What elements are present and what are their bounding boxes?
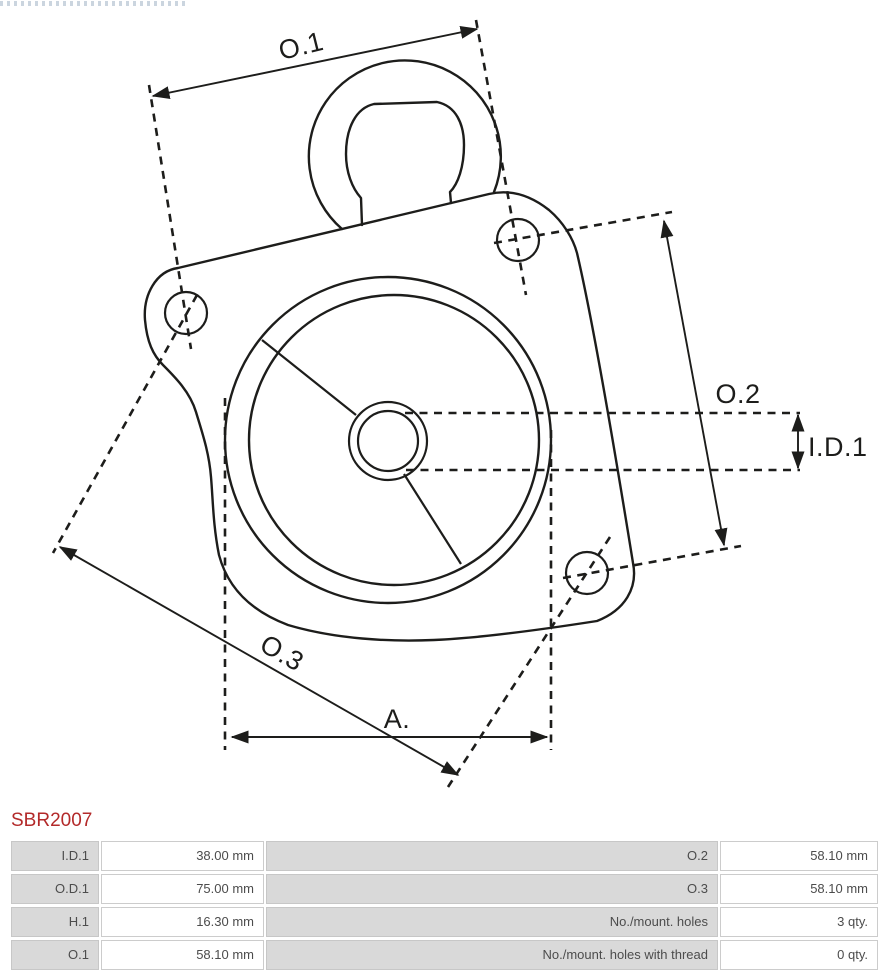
- spec-value-cell: 58.10 mm: [101, 940, 264, 970]
- bracket-outline-group: [145, 60, 634, 640]
- dim-label-a: A.: [383, 704, 411, 734]
- spec-label-cell: O.1: [11, 940, 99, 970]
- dim-label-o1: O.1: [275, 25, 327, 67]
- spec-label-cell: I.D.1: [11, 841, 99, 871]
- dim-label-o2: O.2: [715, 379, 761, 409]
- outer-circle: [225, 277, 551, 603]
- top-loop-inner: [346, 102, 464, 225]
- table-row: [11, 874, 878, 904]
- spec-value-cell: 58.10 mm: [720, 874, 878, 904]
- spec-value-cell: 3 qty.: [720, 907, 878, 937]
- spec-value-cell: 58.10 mm: [720, 841, 878, 871]
- flange-outline: [145, 192, 634, 640]
- hub-outer-circle: [349, 402, 427, 480]
- spec-table: [11, 841, 878, 973]
- ext-o2-bottom: [563, 546, 741, 578]
- table-row: [11, 841, 878, 871]
- ext-o3-left: [53, 295, 197, 553]
- spec-value-cell: 16.30 mm: [101, 907, 264, 937]
- dim-line-o3: [60, 547, 458, 775]
- spec-value-cell: 75.00 mm: [101, 874, 264, 904]
- dimension-lines-group: [60, 29, 798, 775]
- ext-o1-left: [149, 85, 191, 349]
- ext-o2-top: [494, 212, 672, 243]
- hub-bore-circle: [358, 411, 418, 471]
- table-row: [11, 907, 878, 937]
- spec-label-cell: O.D.1: [11, 874, 99, 904]
- mounting-hole-bottom-right: [566, 552, 608, 594]
- dim-label-o3: O.3: [255, 628, 309, 678]
- top-loop-outer: [309, 60, 501, 229]
- dim-label-id1: I.D.1: [808, 432, 868, 462]
- spec-label-cell: No./mount. holes: [266, 907, 718, 937]
- ext-o3-right: [448, 537, 610, 787]
- dimension-labels-group: [255, 26, 868, 734]
- spec-label-cell: H.1: [11, 907, 99, 937]
- spec-label-cell: O.3: [266, 874, 718, 904]
- table-row: [11, 940, 878, 970]
- spec-value-cell: 0 qty.: [720, 940, 878, 970]
- spec-label-cell: No./mount. holes with thread: [266, 940, 718, 970]
- sector-line-lower: [404, 474, 461, 564]
- recess-circle: [249, 295, 539, 585]
- part-number: SBR2007: [11, 810, 93, 831]
- spec-label-cell: O.2: [266, 841, 718, 871]
- spec-value-cell: 38.00 mm: [101, 841, 264, 871]
- sector-line-upper: [262, 340, 356, 415]
- extension-lines-group: [53, 20, 800, 787]
